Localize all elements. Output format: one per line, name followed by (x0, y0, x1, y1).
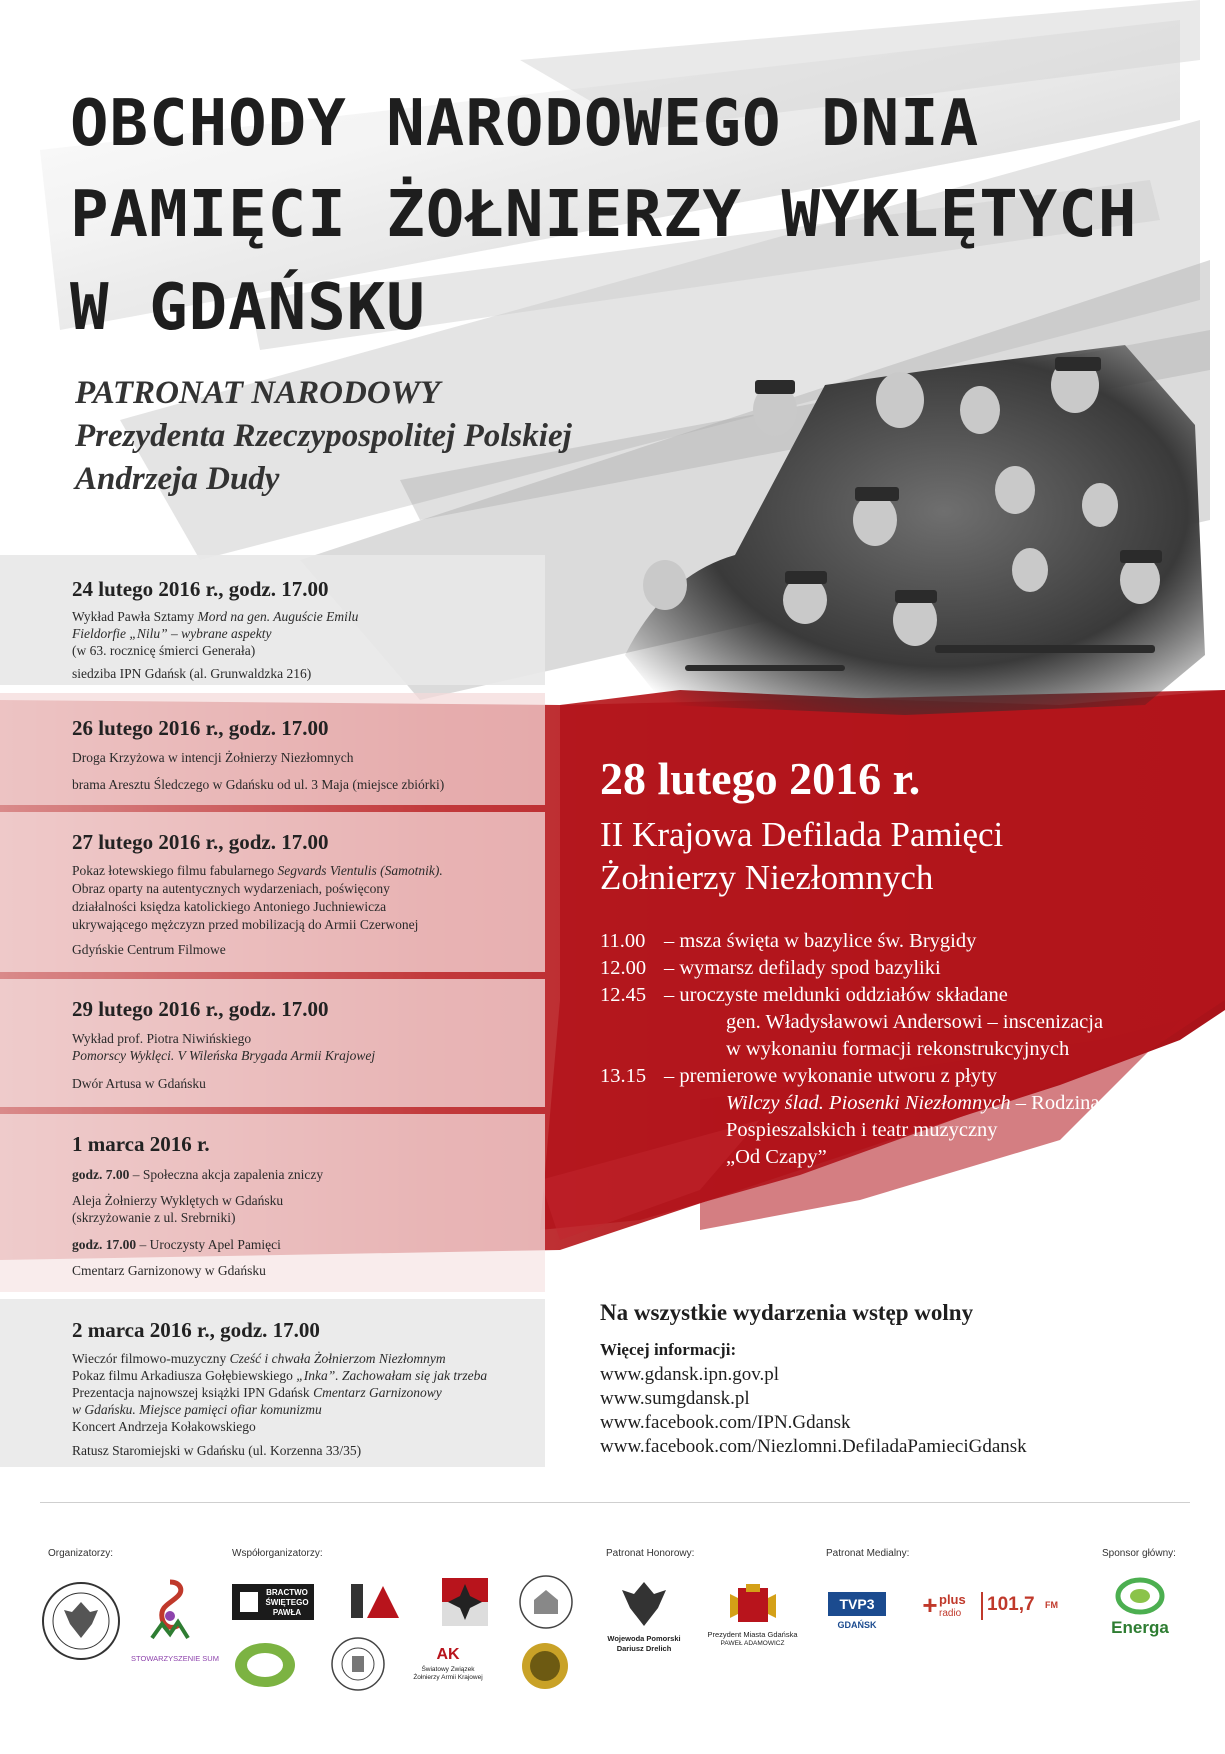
bractwo-logo: BRACTWO ŚWIĘTEGO PAWŁA (232, 1584, 314, 1620)
event-date: 26 lutego 2016 r., godz. 17.00 (72, 716, 329, 740)
soldiers-photo (605, 325, 1205, 715)
patronage-line-2: Prezydenta Rzeczypospolitej Polskiej (75, 418, 572, 454)
organizers-label: Organizatorzy: (48, 1548, 114, 1559)
schedule-item: Pospieszalskich i teatr muzyczny (726, 1119, 998, 1141)
book-icon (240, 1592, 258, 1612)
event-line: Wykład Pawła Sztamy Mord na gen. Auguście Emilu (72, 609, 359, 624)
event-venue: Aleja Żołnierzy Wyklętych w Gdańsku (72, 1193, 284, 1208)
event-date: 1 marca 2016 r. (72, 1132, 210, 1156)
event-line: Droga Krzyżowa w intencji Żołnierzy Niezłomnych (72, 750, 354, 765)
ipn-seal-logo (40, 1580, 122, 1662)
headline-line-2: PAMIĘCI ŻOŁNIERZY WYKLĘTYCH (70, 178, 1138, 252)
schedule-item: 13.15 – premierowe wykonanie utworu z płyty (600, 1065, 998, 1087)
energa-logo: Energa (1100, 1576, 1180, 1646)
church-seal-logo (518, 1574, 574, 1630)
info-link[interactable]: www.facebook.com/Niezlomni.DefiladaPamieciGdansk (600, 1436, 1027, 1457)
tvp3-logo: TVP3 GDAŃSK (828, 1592, 888, 1638)
media-patronage-label: Patronat Medialny: (826, 1548, 910, 1559)
patronage-line-3: Andrzeja Dudy (75, 461, 280, 497)
event-line: ukrywającego mężczyzn przed mobilizacją do Armii Czerwonej (72, 917, 419, 932)
event-line: Obraz oparty na autentycznych wydarzeniach, poświęcony (72, 881, 390, 896)
event-line: działalności księdza katolickiego Antoniego Juchniewicza (72, 899, 387, 914)
schedule-item: 12.00 – wymarsz defilady spod bazyliki (600, 957, 941, 979)
event-venue: Gdyńskie Centrum Filmowe (72, 942, 226, 957)
event-venue: Ratusz Staromiejski w Gdańsku (ul. Korzenna 33/35) (72, 1443, 362, 1458)
event-line: Pomorscy Wyklęci. V Wileńska Brygada Armii Krajowej (72, 1048, 376, 1063)
schedule-item: gen. Władysławowi Andersowi – inscenizacja (726, 1011, 1104, 1033)
ak-association-logo: AK Światowy Związek Żołnierzy Armii Krajowej (413, 1646, 483, 1681)
event-line: (skrzyżowanie z ul. Srebrniki) (72, 1210, 236, 1225)
patronage-line-1: PATRONAT NARODOWY (75, 375, 441, 411)
more-info-label: Więcej informacji: (600, 1340, 737, 1359)
event-venue: Dwór Artusa w Gdańsku (72, 1076, 206, 1091)
event-date: 27 lutego 2016 r., godz. 17.00 (72, 830, 329, 854)
event-line: Wieczór filmowo-muzyczny Cześć i chwała Żołnierzom Niezłomnym (72, 1351, 446, 1366)
event-venue: siedziba IPN Gdańsk (al. Grunwaldzka 216) (72, 666, 312, 681)
info-link[interactable]: www.sumgdansk.pl (600, 1388, 750, 1409)
main-event-date: 28 lutego 2016 r. (600, 753, 921, 804)
co-organizers-label: Współorganizatorzy: (232, 1548, 323, 1559)
free-entry-note: Na wszystkie wydarzenia wstęp wolny (600, 1300, 974, 1325)
event-line: godz. 7.00 – Społeczna akcja zapalenia zniczy (72, 1167, 324, 1182)
main-event-title-1: II Krajowa Defilada Pamięci (600, 815, 1004, 854)
logo-caption: STOWARZYSZENIE SUM (131, 1654, 219, 1663)
event-line: Wykład prof. Piotra Niwińskiego (72, 1031, 252, 1046)
schedule-item: „Od Czapy” (726, 1146, 827, 1168)
event-line: godz. 17.00 – Uroczysty Apel Pamięci (72, 1237, 281, 1252)
event-line: w Gdańsku. Miejsce pamięci ofiar komunizmu (72, 1402, 322, 1417)
event-date: 24 lutego 2016 r., godz. 17.00 (72, 577, 329, 601)
main-event-title-2: Żołnierzy Niezłomnych (600, 858, 934, 897)
headline-line-3: W GDAŃSKU (70, 271, 426, 345)
gold-badge-logo (520, 1640, 570, 1692)
event-venue: brama Aresztu Śledczego w Gdańsku od ul. 3 Maja (miejsce zbiórki) (72, 777, 445, 792)
event-line: Pokaz łotewskiego filmu fabularnego Segvards Vientulis (Samotnik). (72, 863, 443, 878)
info-link[interactable]: www.gdansk.ipn.gov.pl (600, 1364, 780, 1385)
schedule-item: Wilczy ślad. Piosenki Niezłomnych – Rodzina (726, 1092, 1100, 1114)
seal-emblem-logo (330, 1636, 386, 1692)
event-line: Pokaz filmu Arkadiusza Gołębiewskiego „Inka”. Zachowałam się jak trzeba (72, 1368, 488, 1383)
event-line: Prezentacja najnowszej książki IPN Gdańsk Cmentarz Garnizonowy (72, 1385, 442, 1400)
plus-radio-logo: + plus radio 101,7 FM (922, 1590, 1058, 1620)
wojewoda-logo: Wojewoda Pomorski Dariusz Drelich (604, 1576, 684, 1668)
event-line: Fieldorfie „Nilu” – wybrane aspekty (72, 626, 272, 641)
event-date: 2 marca 2016 r., godz. 17.00 (72, 1318, 320, 1342)
footer-divider (40, 1502, 1190, 1503)
event-date: 29 lutego 2016 r., godz. 17.00 (72, 997, 329, 1021)
institute-emblem-logo (345, 1580, 405, 1625)
schedule-item: 11.00 – msza święta w bazylice św. Brygidy (600, 930, 977, 952)
cross-emblem-logo (440, 1576, 490, 1628)
event-venue: Cmentarz Garnizonowy w Gdańsku (72, 1263, 266, 1278)
gdansk-mayor-logo: Prezydent Miasta Gdańska PAWEŁ ADAMOWICZ (700, 1584, 805, 1664)
sum-association-logo (131, 1576, 219, 1676)
event-line: Koncert Andrzeja Kołakowskiego (72, 1419, 256, 1434)
event-line: (w 63. rocznicę śmierci Generała) (72, 643, 256, 658)
schedule-item: 12.45 – uroczyste meldunki oddziałów składane (600, 984, 1008, 1006)
main-sponsor-label: Sponsor główny: (1102, 1548, 1176, 1559)
info-link[interactable]: www.facebook.com/IPN.Gdansk (600, 1412, 851, 1433)
headline-line-1: OBCHODY NARODOWEGO DNIA (70, 87, 980, 161)
schedule-item: w wykonaniu formacji rekonstrukcyjnych (726, 1038, 1070, 1060)
honorary-patronage-label: Patronat Honorowy: (606, 1548, 695, 1559)
green-emblem-logo (232, 1640, 298, 1690)
